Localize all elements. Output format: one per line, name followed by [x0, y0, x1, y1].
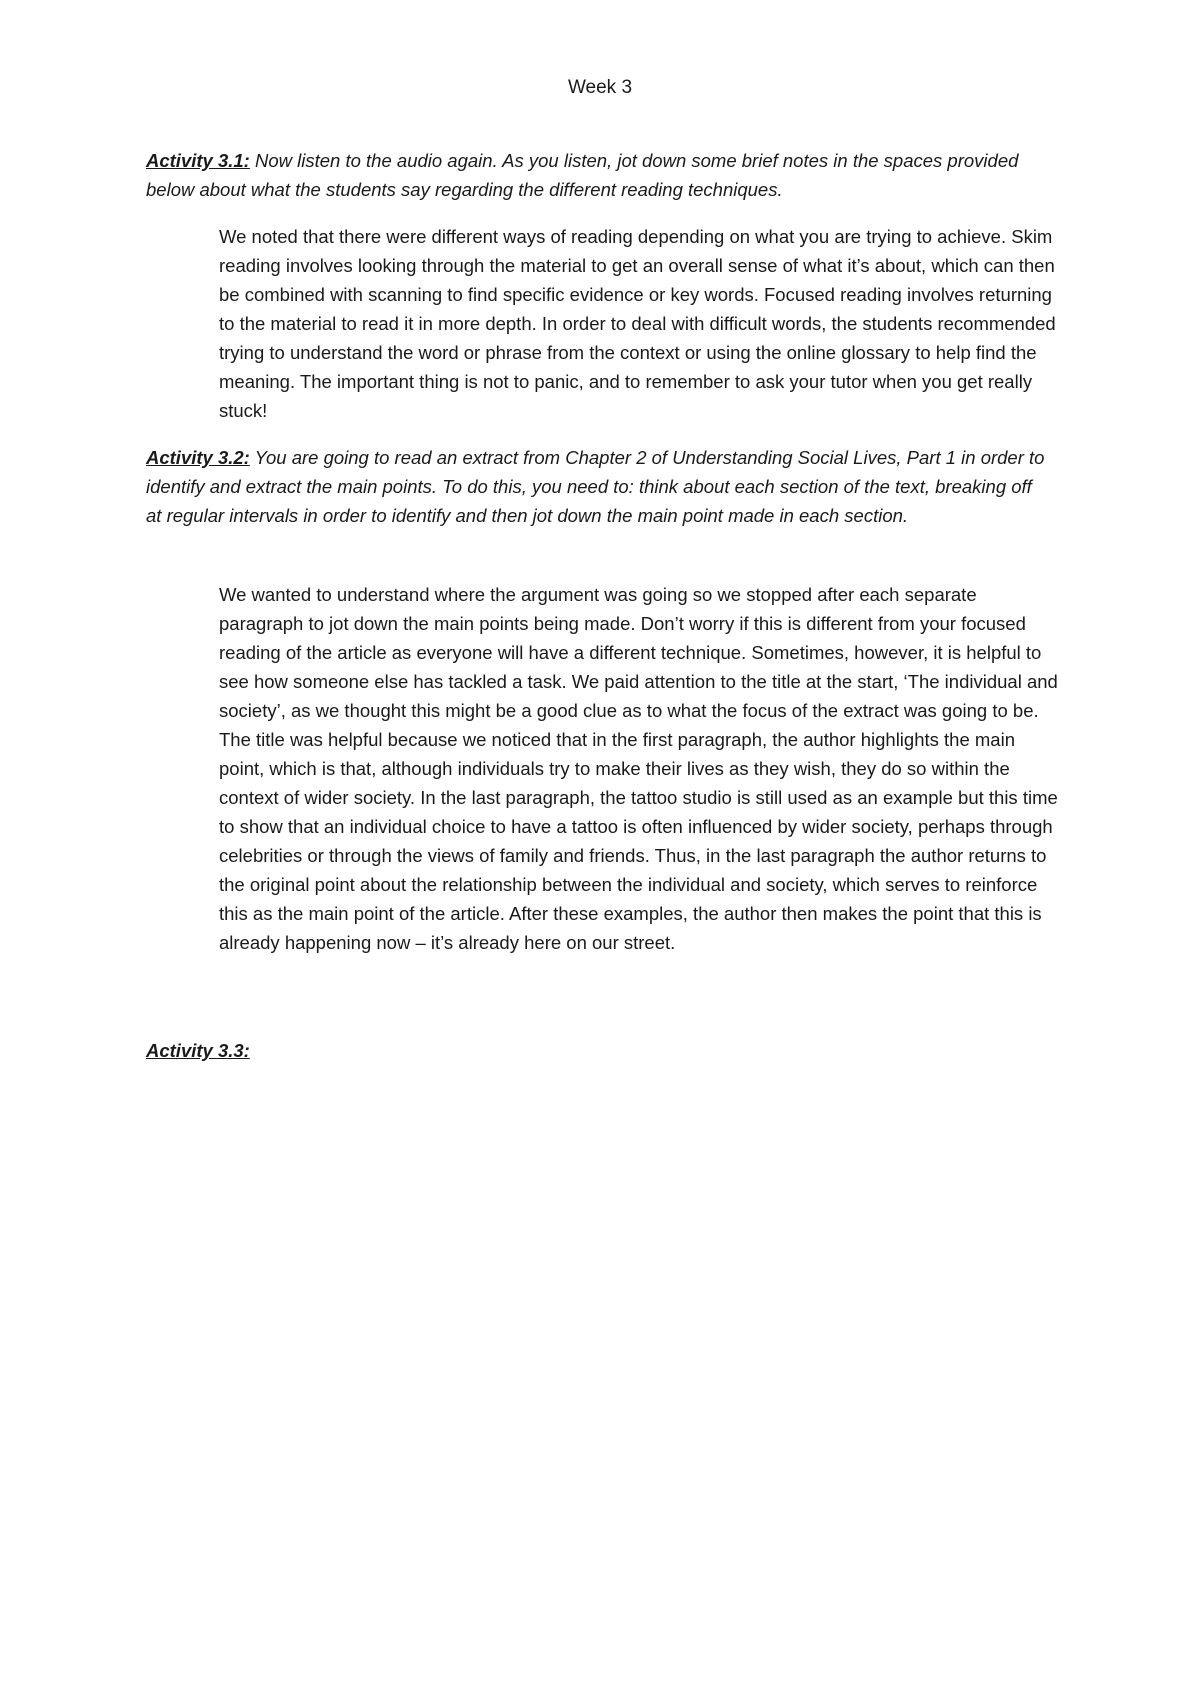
activity-3-2-instructions: You are going to read an extract from Chapter 2 of Understanding Social Lives, Part 1 in order to identify and extract the main points. To do this, you need to: think about each section of the text, breaking off at regular intervals in order to identify and then jot down the main point made in each section.: [146, 447, 1045, 526]
page-title: Week 3: [567, 77, 633, 98]
activity-3-1-prompt: [146, 146, 1046, 204]
activity-3-2-label: Activity 3.2:: [146, 447, 250, 468]
activity-3-2-prompt: [146, 443, 1046, 530]
activity-3-2-answer: We wanted to understand where the argument was going so we stopped after each separate paragraph to jot down the main points being made. Don’t worry if this is different from your focused reading of the article as everyone will have a different technique. Sometimes, however, it is helpful to see how someone else has tackled a task. We paid attention to the title at the start, ‘The individual and society’, as we thought this might be a good clue as to what the focus of the extract was going to be. The title was helpful because we noticed that in the first paragraph, the author highlights the main point, which is that, although individuals try to make their lives as they wish, they do so within the context of wider society. In the last paragraph, the tattoo studio is still used as an example but this time to show that an individual choice to have a tattoo is often influenced by wider society, perhaps through celebrities or through the views of family and friends. Thus, in the last paragraph the author returns to the original point about the relationship between the individual and society, which serves to reinforce this as the main point of the article. After these examples, the author then makes the point that this is already happening now – it’s already here on our street.: [219, 584, 1058, 953]
activity-3-1-label: Activity 3.1:: [146, 150, 250, 171]
activity-3-3-prompt: [146, 1036, 1046, 1065]
activity-3-3-label: Activity 3.3:: [146, 1040, 250, 1061]
activity-3-1-answer: We noted that there were different ways of reading depending on what you are trying to achieve. Skim reading involves looking through the material to get an overall sense of what it’s about, which can then be combined with scanning to find specific evidence or key words. Focused reading involves returning to the material to read it in more depth. In order to deal with difficult words, the students recommended trying to understand the word or phrase from the context or using the online glossary to help find the meaning. The important thing is not to panic, and to remember to ask your tutor when you get really stuck!: [219, 226, 1056, 421]
activity-3-1-instructions: Now listen to the audio again. As you listen, jot down some brief notes in the spaces provided below about what the students say regarding the different reading techniques.: [146, 150, 1019, 200]
